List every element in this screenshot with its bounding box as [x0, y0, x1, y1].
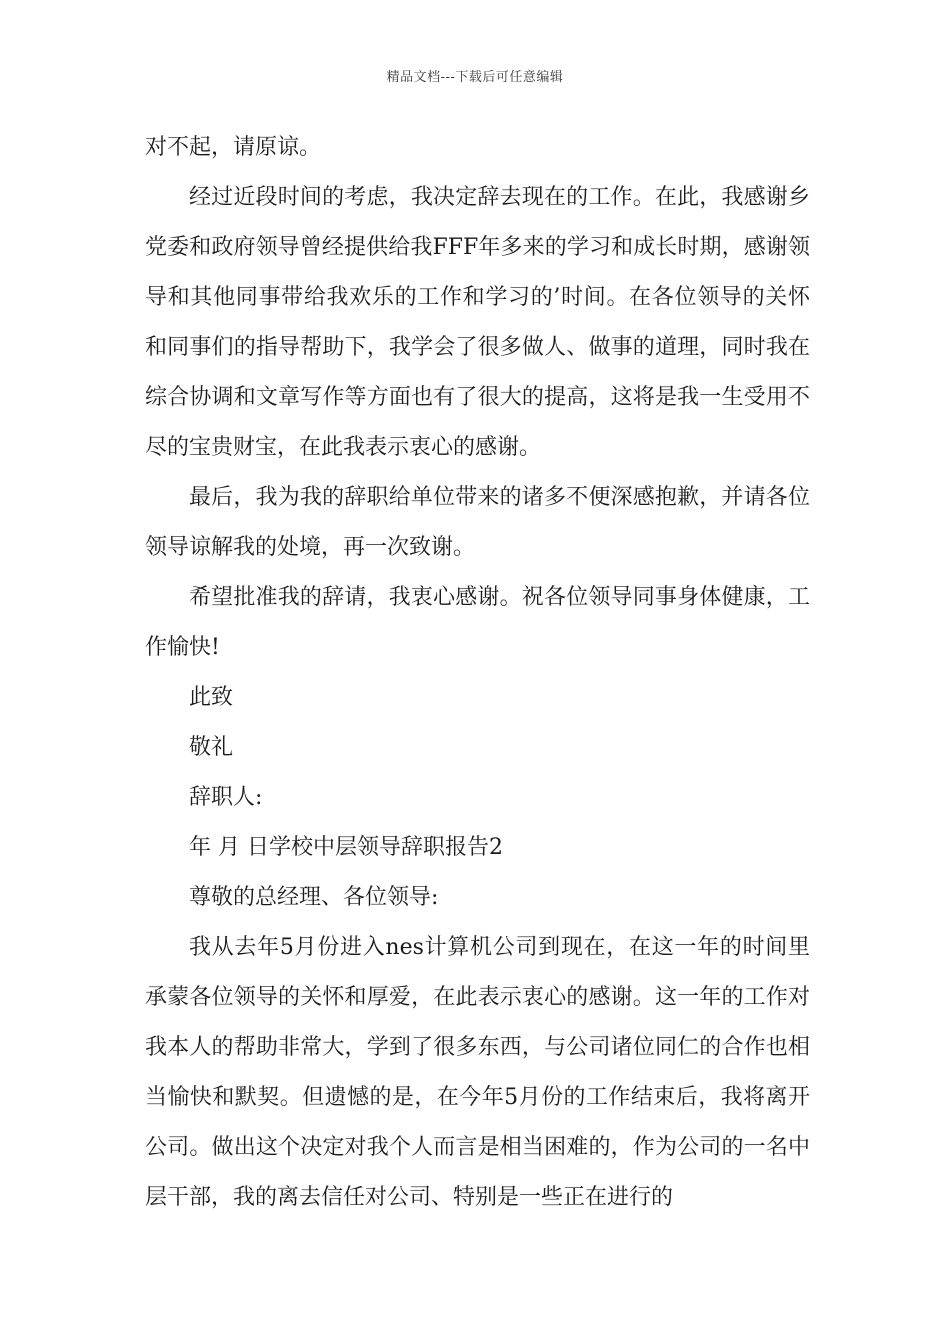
page-header: 精品文档---下载后可任意编辑	[386, 70, 564, 85]
signature-line: 辞职人:	[189, 785, 263, 810]
closing-regards: 敬礼	[189, 735, 234, 760]
letter-greeting: 尊敬的总经理、各位领导:	[189, 885, 439, 910]
closing-salutation: 此致	[189, 685, 234, 710]
paragraph-regret: 最后，我为我的辞职给单位带来的诸多不便深感抱歉，并请各位领导谅解我的处境，再一次致谢。	[145, 485, 810, 560]
paragraph-apology: 对不起，请原谅。	[145, 135, 322, 160]
date-and-title-line: 年 月 日学校中层领导辞职报告2	[189, 835, 503, 860]
paragraph-resignation-reason: 经过近段时间的考虑，我决定辞去现在的工作。在此，我感谢乡党委和政府领导曾经提供给我FFF年多来的学习和成长时期，感谢领导和其他同事带给我欢乐的工作和学习的’时间。在各位领导的关怀和同事们的指导帮助下，我学会了很多做人、做事的道理，同时我在综合协调和文章写作等方面也有了很大的提高，这将是我一生受用不尽的宝贵财宝，在此我表示衷心的感谢。	[145, 185, 810, 460]
document-body	[145, 123, 810, 1223]
paragraph-second-letter-body: 我从去年5月份进入nes计算机公司到现在，在这一年的时间里承蒙各位领导的关怀和厚爱，在此表示衷心的感谢。这一年的工作对我本人的帮助非常大，学到了很多东西，与公司诸位同仁的合作也相当愉快和默契。但遗憾的是，在今年5月份的工作结束后，我将离开公司。做出这个决定对我个人而言是相当困难的，作为公司的一名中层干部，我的离去信任对公司、特别是一些正在进行的	[145, 935, 810, 1210]
paragraph-request: 希望批准我的辞请，我衷心感谢。祝各位领导同事身体健康，工作愉快!	[145, 585, 810, 660]
